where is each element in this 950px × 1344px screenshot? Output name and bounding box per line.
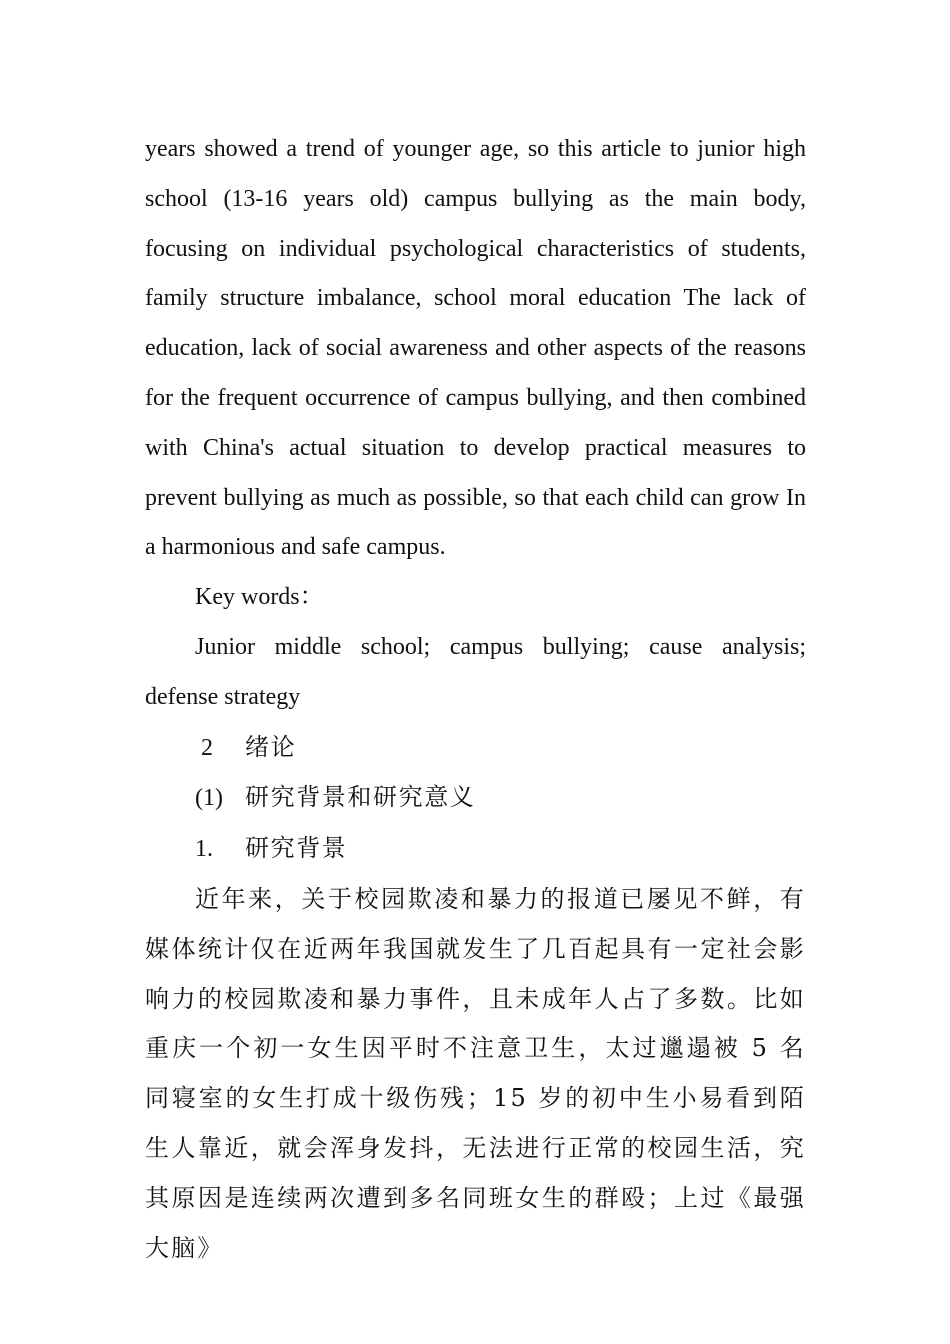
chapter-heading: [145, 723, 806, 774]
subsection-heading: [145, 824, 806, 875]
chapter-title: 绪论: [245, 732, 297, 761]
keywords-line-2: defense strategy: [145, 683, 301, 710]
document-page: [145, 125, 806, 1273]
keywords-label: Key words：: [195, 584, 324, 611]
section-title: 研究背景和研究意义: [245, 783, 476, 812]
section-number: (1): [195, 785, 223, 812]
abstract-body: years showed a trend of younger age, so this article to junior high school (13-16 years old) campus bullying as the main body, focusing on individual psychological characteristics of students, family structure imbalance, school moral education The lack of education, lack of social awareness and other aspects of the reasons for the frequent occurrence of campus bullying, and then combined with China's actual situation to develop practical measures to prevent bullying as much as possible, so that each child can grow In a harmonious and safe campus.: [145, 136, 806, 561]
chapter-number: 2: [201, 734, 213, 761]
section-heading: [145, 773, 806, 824]
body-paragraph-cn: 近年来，关于校园欺凌和暴力的报道已屡见不鲜，有媒体统计仅在近两年我国就发生了几百起具有一定社会影响力的校园欺凌和暴力事件，且未成年人占了多数。比如重庆一个初一女生因平时不注意卫生，太过邋遢被 5 名同寝室的女生打成十级伤残；15 岁的初中生小易看到陌生人靠近，就会浑身发抖，无法进行正常的校园生活，究其原因是连续两次遭到多名同班女生的群殴；上过《最强大脑》: [145, 884, 806, 1262]
subsection-number: 1.: [195, 836, 213, 863]
subsection-title: 研究背景: [245, 834, 348, 863]
keywords-line-1: Junior middle school; campus bullying; cause analysis;: [195, 633, 806, 660]
